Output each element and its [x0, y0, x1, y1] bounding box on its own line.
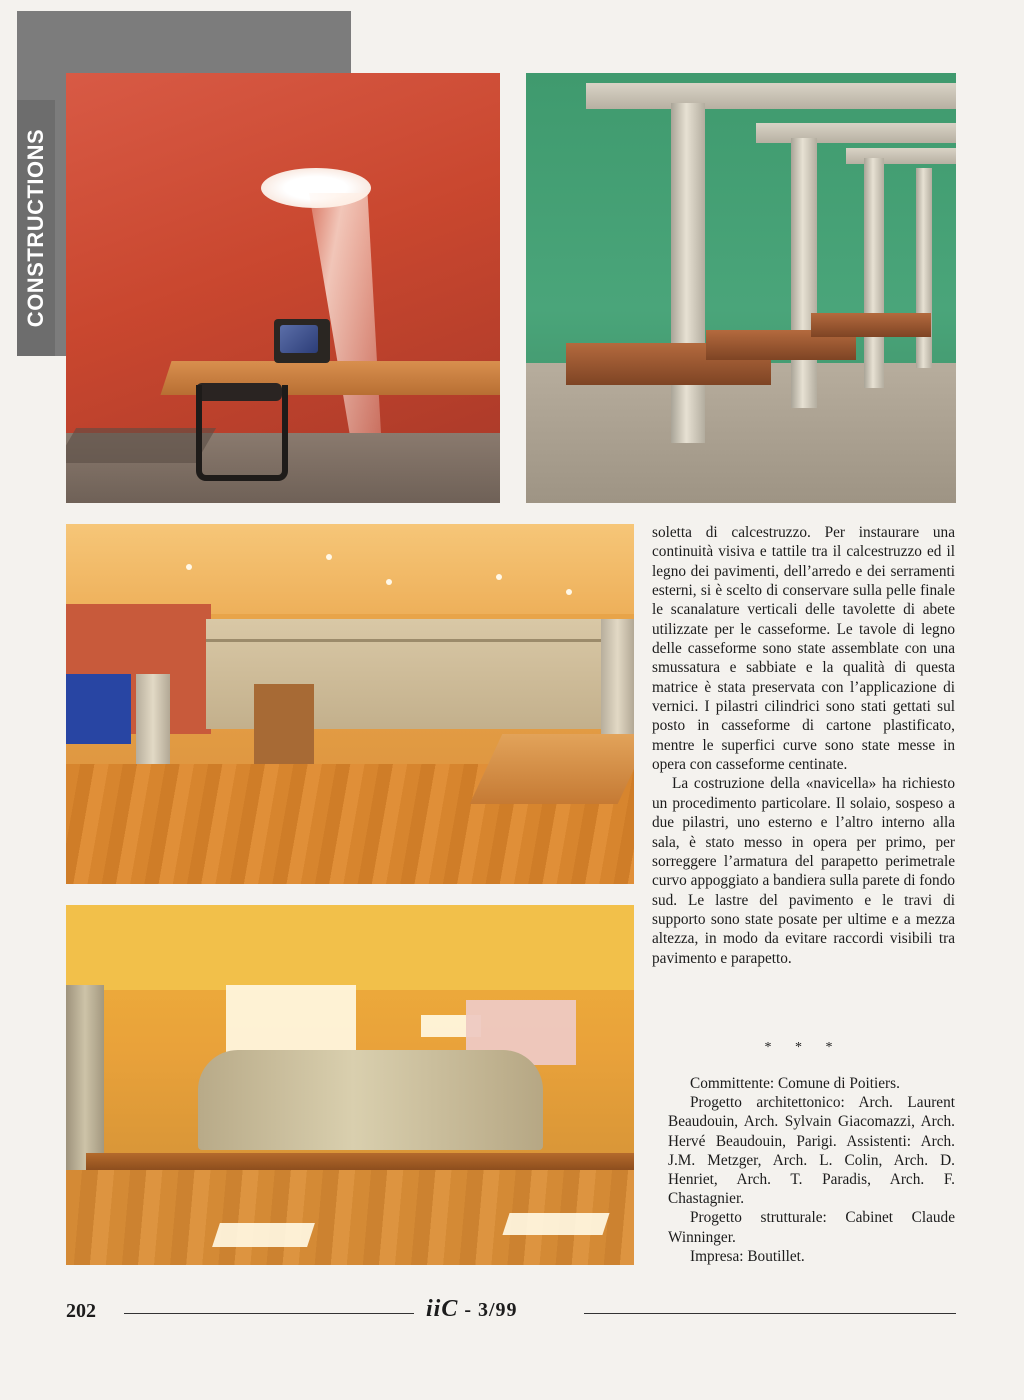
column	[671, 103, 705, 443]
column	[791, 138, 817, 408]
page-number: 202	[66, 1300, 96, 1322]
door	[254, 684, 314, 774]
ceiling-light	[386, 579, 392, 585]
issue-number: - 3/99	[458, 1299, 518, 1321]
article-body	[652, 523, 955, 968]
chair	[196, 385, 288, 481]
ceiling-light	[186, 564, 192, 570]
concrete-drum	[198, 1050, 543, 1150]
ceiling	[66, 524, 634, 614]
credit-client: Committente: Comune di Poitiers.	[690, 1075, 900, 1092]
magazine-name: iiC	[426, 1296, 459, 1322]
ceiling-beam	[756, 123, 956, 143]
separator: * * *	[764, 1040, 843, 1055]
light-patch	[212, 1223, 315, 1247]
footer-rule	[124, 1313, 414, 1314]
credit-structural: Progetto strutturale: Cabinet Claude Winninger.	[668, 1209, 955, 1246]
photo-hall-drum	[66, 905, 634, 1265]
light-patch	[502, 1213, 609, 1235]
article-paragraph: La costruzione della «navicella» ha richiesto un procedimento particolare. Il solaio, sospeso a due pilastri, uno esterno e l’altro interno alla sala, è stato messo in opera per primo, per sorreggere l’armatura del parapetto perimetrale curvo appoggiato a bandiera sulla parete di fondo sud. Le lastre del pavimento e le travi di supporto sono state posate per ultime e a mezza altezza, in modo da evitare raccordi visibili tra pavimento e parapetto.	[652, 775, 955, 967]
footer-rule	[584, 1313, 956, 1314]
ceiling	[66, 905, 634, 990]
photo-green-hall	[526, 73, 956, 503]
blue-panel	[66, 674, 131, 744]
tv-monitor	[274, 319, 330, 363]
credit-architects: Progetto architettonico: Arch. Laurent Beaudouin, Arch. Sylvain Giacomazzi, Arch. Hervé Beaudouin, Parigi. Assistenti: Arch. J.M. Metzger, Arch. L. Colin, Arch. D. Henriet, Arch. T. Paradis, Arch. F. Chastagnier.	[668, 1094, 955, 1208]
page-footer	[66, 1296, 956, 1326]
article-paragraph: soletta di calcestruzzo. Per instaurare una continuità visiva e tattile tra il calcestruzzo ed il legno dei pavimenti, dell’arredo e dei serramenti esterni, si è scelto di conservare sulla pelle finale le scanalature verticali delle tavolette di abete utilizzate per le casseforme. Le tavole di legno delle casseforme sono state assemblate con una smussatura e sabbiate e la qualità di questa matrice è stata preservata con l’applicazione di vernici. I pilastri cilindrici sono stati gettati sul posto in casseforme di cartone plastificato, mentre le superfici curve sono state messe in opera con casseforme centinate.	[652, 524, 955, 774]
ceiling-beam	[846, 148, 956, 164]
section-label: CONSTRUCTIONS	[23, 128, 49, 328]
photo-red-room	[66, 73, 500, 503]
counter	[811, 313, 931, 337]
ceiling-light	[566, 589, 572, 595]
photo-wooden-hall	[66, 524, 634, 884]
stair	[470, 734, 634, 804]
ceiling-beam	[586, 83, 956, 109]
column	[916, 168, 932, 368]
magazine-title	[426, 1296, 518, 1323]
photo-shadow	[66, 428, 216, 463]
credits	[668, 1074, 955, 1266]
column	[864, 158, 884, 388]
light-beam	[291, 193, 381, 433]
gallery-rail	[206, 639, 634, 642]
credit-contractor: Impresa: Boutillet.	[690, 1247, 805, 1265]
ceiling-light	[496, 574, 502, 580]
ceiling-light	[326, 554, 332, 560]
section-tab	[17, 100, 55, 356]
